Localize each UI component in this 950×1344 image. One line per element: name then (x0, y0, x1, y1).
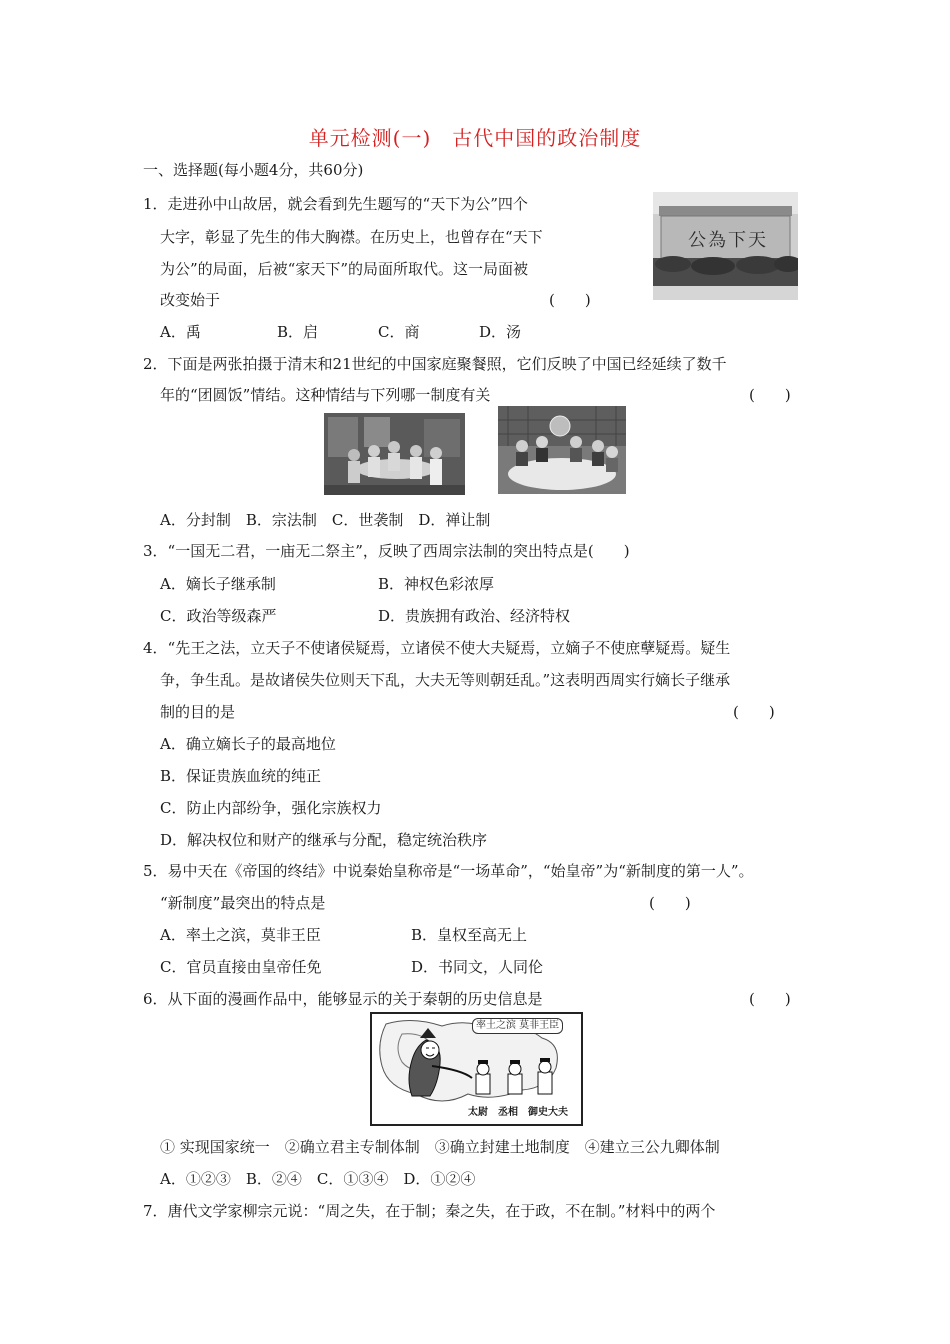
cartoon-speech-bubble: 率土之滨 莫非王臣 (472, 1018, 563, 1034)
q3-option-d: D．贵族拥有政治、经济特权 (378, 607, 571, 625)
q5-answer-blank: ( ) (649, 894, 691, 912)
q5-option-b: B．皇权至高无上 (411, 926, 528, 944)
q4-option-d: D．解决权位和财产的继承与分配，稳定统治秩序 (160, 831, 488, 849)
q5-line: 5．易中天在《帝国的终结》中说秦始皇称帝是“一场革命”，“始皇帝”为“新制度的第一人”。 (143, 862, 754, 880)
q3-option-c: C．政治等级森严 (160, 607, 277, 625)
q5-option-a: A．率土之滨，莫非王臣 (160, 926, 321, 944)
q1-line: 大字，彰显了先生的伟大胸襟。在历史上，也曾存在“天下 (160, 228, 543, 246)
section-heading: 一、选择题(每小题4分，共60分) (143, 161, 364, 179)
q6-statements: ① 实现国家统一 ②确立君主专制体制 ③确立封建土地制度 ④建立三公九卿体制 (160, 1138, 720, 1156)
q5-option-c: C．官员直接由皇帝任免 (160, 958, 322, 976)
q7-line: 7．唐代文学家柳宗元说：“周之失，在于制；秦之失，在于政，不在制。”材料中的两个 (143, 1202, 716, 1220)
qin-cartoon (370, 1012, 583, 1126)
q4-option-a: A．确立嫡长子的最高地位 (160, 735, 336, 753)
qing-family-photo (324, 413, 465, 495)
q6-line: 6．从下面的漫画作品中，能够显示的关于秦朝的历史信息是 (143, 990, 543, 1008)
q2-line: 年的“团圆饭”情结。这种情结与下列哪一制度有关 (160, 386, 491, 404)
q4-line: 4．“先王之法，立天子不使诸侯疑焉，立诸侯不使大夫疑焉，立嫡子不使庶孽疑焉。疑生 (143, 639, 731, 657)
q1-option-b: B．启 (277, 323, 319, 341)
tablet-inscription: 天下為公 (688, 230, 768, 251)
q4-option-c: C．防止内部纷争，强化宗族权力 (160, 799, 382, 817)
q6-options: A．①②③ B．②④ C．①③④ D．①②④ (160, 1170, 476, 1188)
tablet-photo (653, 192, 798, 300)
q1-line: 1．走进孙中山故居，就会看到先生题写的“天下为公”四个 (143, 195, 528, 213)
q3-option-a: A．嫡长子继承制 (160, 575, 276, 593)
q6-answer-blank: ( ) (749, 990, 791, 1008)
q4-line: 制的目的是 (160, 703, 236, 721)
q2-answer-blank: ( ) (749, 386, 791, 404)
modern-family-photo (498, 406, 626, 494)
page-title: 单元检测(一) 古代中国的政治制度 (308, 126, 642, 150)
q1-option-c: C．商 (378, 323, 420, 341)
q1-line: 为公”的局面，后被“家天下”的局面所取代。这一局面被 (160, 260, 529, 278)
q5-option-d: D．书同文，人同伦 (411, 958, 544, 976)
q2-options: A．分封制 B．宗法制 C．世袭制 D．禅让制 (160, 511, 491, 529)
q1-option-a: A．禹 (160, 323, 201, 341)
q3-option-b: B．神权色彩浓厚 (378, 575, 495, 593)
cartoon-official-labels: 太尉 丞相 御史大夫 (468, 1107, 568, 1118)
q4-line: 争，争生乱。是故诸侯失位则天下乱，大夫无等则朝廷乱。”这表明西周实行嫡长子继承 (160, 671, 731, 689)
q2-line: 2．下面是两张拍摄于清末和21世纪的中国家庭聚餐照，它们反映了中国已经延续了数千 (143, 355, 727, 373)
q5-line: “新制度”最突出的特点是 (160, 894, 326, 912)
q1-answer-blank: ( ) (549, 291, 591, 309)
q1-option-d: D．汤 (479, 323, 522, 341)
q1-line: 改变始于 (160, 291, 221, 309)
q4-option-b: B．保证贵族血统的纯正 (160, 767, 322, 785)
q3-line: 3．“一国无二君，一庙无二祭主”，反映了西周宗法制的突出特点是( ) (143, 542, 630, 560)
q4-answer-blank: ( ) (733, 703, 775, 721)
